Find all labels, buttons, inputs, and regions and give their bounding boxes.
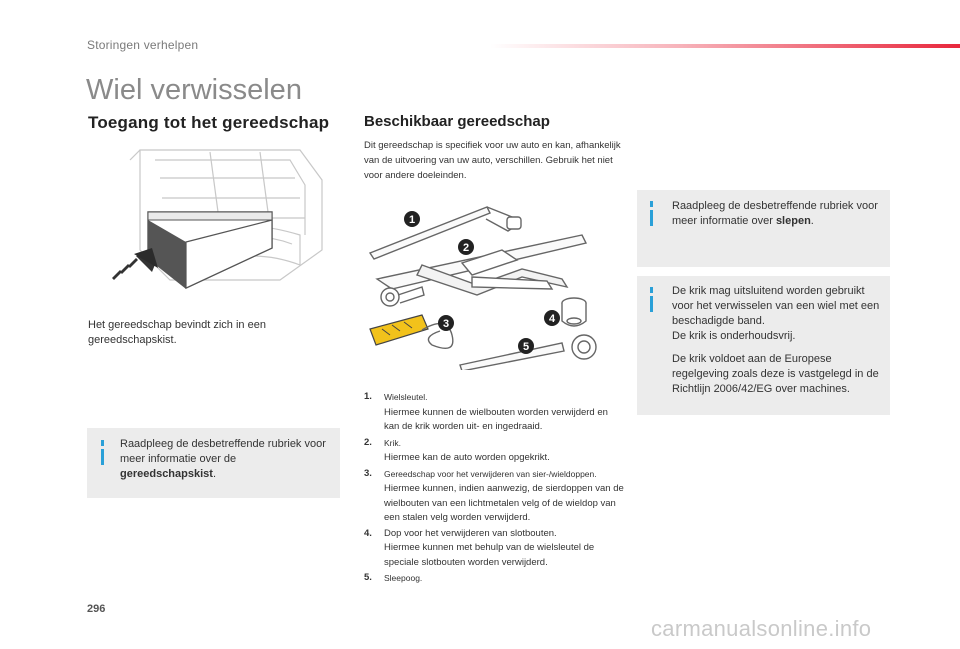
left-heading: Toegang tot het gereedschap xyxy=(88,113,330,132)
info-icon-stem xyxy=(101,449,104,465)
tool-item-4: 4. Dop voor het verwijderen van slotbouten. Hiermee kunnen met behulp van de wielsleutel de speciale slotbouten worden verwijderd. xyxy=(364,527,595,568)
info-box-towing xyxy=(637,190,890,267)
info-box-text: De krik mag uitsluitend worden gebruikt voor het verwisselen van een wiel met een beschadigde band. De krik is onderhoudsvrij. xyxy=(672,285,880,342)
middle-heading: Beschikbaar gereedschap xyxy=(364,113,550,130)
page-number: 296 xyxy=(87,603,106,615)
tools-illustration xyxy=(362,205,602,370)
tool-name: Dop voor het verwijderen van slotbouten. xyxy=(384,527,557,539)
info-icon-stem xyxy=(650,210,653,226)
callout-4: 4 xyxy=(548,313,556,325)
tool-desc: Hiermee kunnen met behulp van de wielsleutel de speciale slotbouten worden verwijderd. xyxy=(384,542,595,568)
seat-toolbox-illustration xyxy=(100,140,340,300)
tool-item-1: 1. Wielsleutel. Hiermee kunnen de wielbouten worden verwijderd en kan de krik worden uit- en ingedraaid. xyxy=(364,391,608,432)
info-box-text-2: De krik voldoet aan de Europese regelgeving zoals deze is vastgelegd in de Richtlijn 2006/42/EG over machines. xyxy=(672,353,879,395)
callout-1: 1 xyxy=(408,214,416,226)
callout-3: 3 xyxy=(442,318,450,330)
info-icon xyxy=(650,201,653,207)
info-box-text: Raadpleeg de desbetreffende rubriek voor meer informatie over de gereedschapskist. xyxy=(120,438,326,480)
section-header: Storingen verhelpen xyxy=(87,38,199,52)
tool-item-5: 5. Sleepoog. xyxy=(364,572,423,583)
watermark: carmanualsonline.info xyxy=(651,616,872,641)
tool-name: Wielsleutel. xyxy=(384,392,428,402)
tool-name: Krik. xyxy=(384,437,401,448)
info-box-jack xyxy=(637,276,890,415)
tool-item-3: 3. Gereedschap voor het verwijderen van sier-/wieldoppen. Hiermee kunnen, indien aanwezig, de sierdoppen van de wielbouten van een lichtmetalen velg of de wieldop van een stalen velg worden verwijderd. xyxy=(364,467,624,523)
tool-desc: Hiermee kunnen, indien aanwezig, de sierdoppen van de wielbouten van een lichtmetalen velg of de wieldop van een stalen velg worden verwijderd. xyxy=(384,483,624,523)
tool-desc: Hiermee kan de auto worden opgekrikt. xyxy=(384,452,550,463)
callout-2: 2 xyxy=(462,242,470,254)
toolbox-location-text: Het gereedschap bevindt zich in een gereedschapskist. xyxy=(88,319,266,346)
tool-item-2: 2. Krik. Hiermee kan de auto worden opgekrikt. xyxy=(364,436,550,463)
tools-intro-text: Dit gereedschap is specifiek voor uw auto en kan, afhankelijk van de uitvoering van uw auto, verschillen. Gebruik het niet voor andere doeleinden. xyxy=(364,140,621,181)
tool-list xyxy=(364,390,624,588)
info-icon xyxy=(650,287,653,293)
info-icon-stem xyxy=(650,296,653,312)
callout-5: 5 xyxy=(522,341,530,353)
info-box-text: Raadpleeg de desbetreffende rubriek voor meer informatie over slepen. xyxy=(672,200,878,227)
info-icon xyxy=(101,440,104,446)
info-box-toolbox xyxy=(87,428,340,498)
header-accent-bar xyxy=(490,44,960,48)
tool-desc: Hiermee kunnen de wielbouten worden verwijderd en kan de krik worden uit- en ingedraaid. xyxy=(384,406,608,432)
page-title: Wiel verwisselen xyxy=(86,74,302,106)
tool-name: Gereedschap voor het verwijderen van sier-/wieldoppen. xyxy=(384,468,597,479)
tool-name: Sleepoog. xyxy=(384,573,423,583)
